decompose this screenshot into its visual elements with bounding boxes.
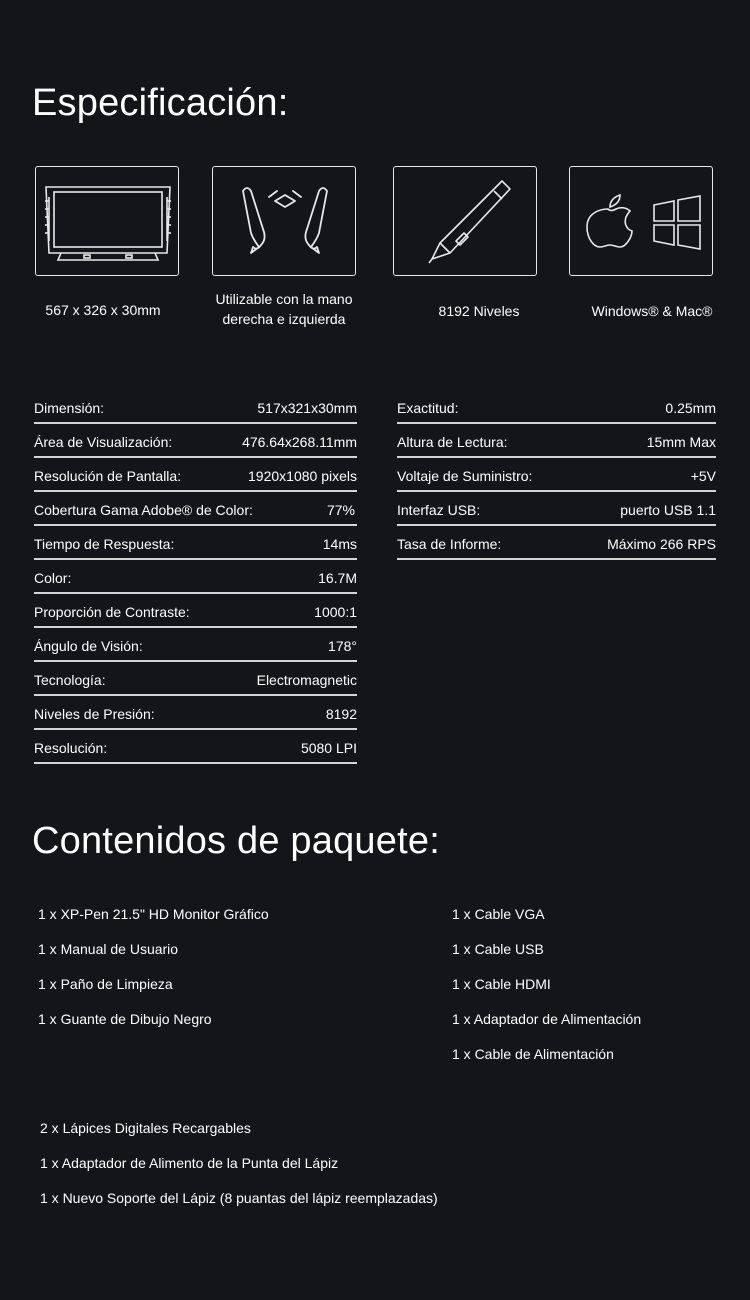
spec-label: Tasa de Informe: (397, 536, 502, 552)
feature-card-os (569, 166, 713, 276)
spec-table-right (397, 390, 716, 560)
spec-label: Niveles de Presión: (34, 706, 155, 722)
spec-row (397, 424, 716, 458)
feature-card-pen (393, 166, 537, 276)
feature-caption-os: Windows® & Mac® (591, 303, 713, 319)
feature-caption-hands-line1: Utilizable con la mano (215, 291, 353, 307)
spec-value: 14ms (322, 536, 357, 552)
spec-value: puerto USB 1.1 (620, 502, 716, 518)
spec-label: Voltaje de Suministro: (397, 468, 533, 484)
apple-windows-logos-icon (570, 167, 714, 277)
spec-value: 476.64x268.11mm (242, 434, 357, 450)
spec-label: Color: (34, 570, 72, 586)
feature-card-dimensions (35, 166, 179, 276)
spec-row (34, 526, 357, 560)
spec-row (34, 458, 357, 492)
display-monitor-icon (36, 167, 180, 277)
package-item: 1 x Paño de Limpieza (38, 976, 173, 992)
package-item: 1 x Manual de Usuario (38, 941, 179, 957)
spec-value: 16.7M (318, 570, 357, 586)
spec-row (34, 560, 357, 594)
feature-caption-hands-line2: derecha e izquierda (222, 311, 346, 327)
spec-value: 178° (328, 638, 357, 654)
spec-row (34, 730, 357, 764)
spec-value: 77% (326, 502, 355, 518)
left-right-hands-icon (213, 167, 357, 277)
spec-label: Altura de Lectura: (397, 434, 508, 450)
spec-row (397, 390, 716, 424)
spec-label: Área de Visualización: (34, 434, 173, 450)
spec-row (34, 628, 357, 662)
spec-label: Ángulo de Visión: (34, 638, 143, 654)
package-item: 1 x Cable HDMI (452, 976, 551, 992)
spec-value: Máximo 266 RPS (607, 536, 716, 552)
package-title: Contenidos de paquete: (32, 820, 440, 862)
feature-card-hands (212, 166, 356, 276)
spec-row (397, 492, 716, 526)
spec-label: Interfaz USB: (397, 502, 481, 518)
spec-label: Tiempo de Respuesta: (34, 536, 175, 552)
package-item: 1 x Nuevo Soporte del Lápiz (8 puantas del lápiz reemplazadas) (40, 1190, 438, 1206)
spec-row (397, 526, 716, 560)
spec-value: Electromagnetic (256, 672, 357, 688)
package-item: 1 x Cable de Alimentación (452, 1046, 614, 1062)
feature-caption-pen: 8192 Niveles (438, 303, 520, 319)
feature-caption-dimensions: 567 x 326 x 30mm (45, 302, 161, 318)
spec-value: 0.25mm (665, 400, 716, 416)
spec-table-left (34, 390, 357, 764)
spec-label: Resolución: (34, 740, 108, 756)
spec-value: 5080 LPI (300, 740, 357, 756)
spec-row (34, 662, 357, 696)
spec-row (34, 696, 357, 730)
spec-value: 1920x1080 pixels (248, 468, 357, 484)
spec-row (34, 492, 357, 526)
spec-label: Exactitud: (397, 400, 459, 416)
spec-label: Proporción de Contraste: (34, 604, 190, 620)
spec-value: 8192 (325, 706, 357, 722)
spec-row (34, 390, 357, 424)
spec-row (34, 594, 357, 628)
stylus-pen-icon (394, 167, 538, 277)
spec-value: +5V (690, 468, 716, 484)
spec-label: Dimensión: (34, 400, 105, 416)
package-item: 2 x Lápices Digitales Recargables (40, 1120, 251, 1136)
package-item: 1 x Adaptador de Alimentación (452, 1011, 642, 1027)
spec-label: Resolución de Pantalla: (34, 468, 182, 484)
package-item: 1 x Guante de Dibujo Negro (38, 1011, 212, 1027)
package-item: 1 x Cable VGA (452, 906, 545, 922)
spec-row (34, 424, 357, 458)
package-item: 1 x Cable USB (452, 941, 544, 957)
package-item: 1 x XP-Pen 21.5" HD Monitor Gráfico (38, 906, 269, 922)
package-item: 1 x Adaptador de Alimento de la Punta del Lápiz (40, 1155, 339, 1171)
spec-label: Tecnología: (34, 672, 106, 688)
spec-title: Especificación: (32, 82, 289, 124)
spec-row (397, 458, 716, 492)
spec-value: 15mm Max (646, 434, 716, 450)
spec-value: 517x321x30mm (257, 400, 357, 416)
spec-label: Cobertura Gama Adobe® de Color: (34, 502, 253, 518)
feature-caption-hands (199, 289, 369, 329)
spec-value: 1000:1 (314, 604, 357, 620)
